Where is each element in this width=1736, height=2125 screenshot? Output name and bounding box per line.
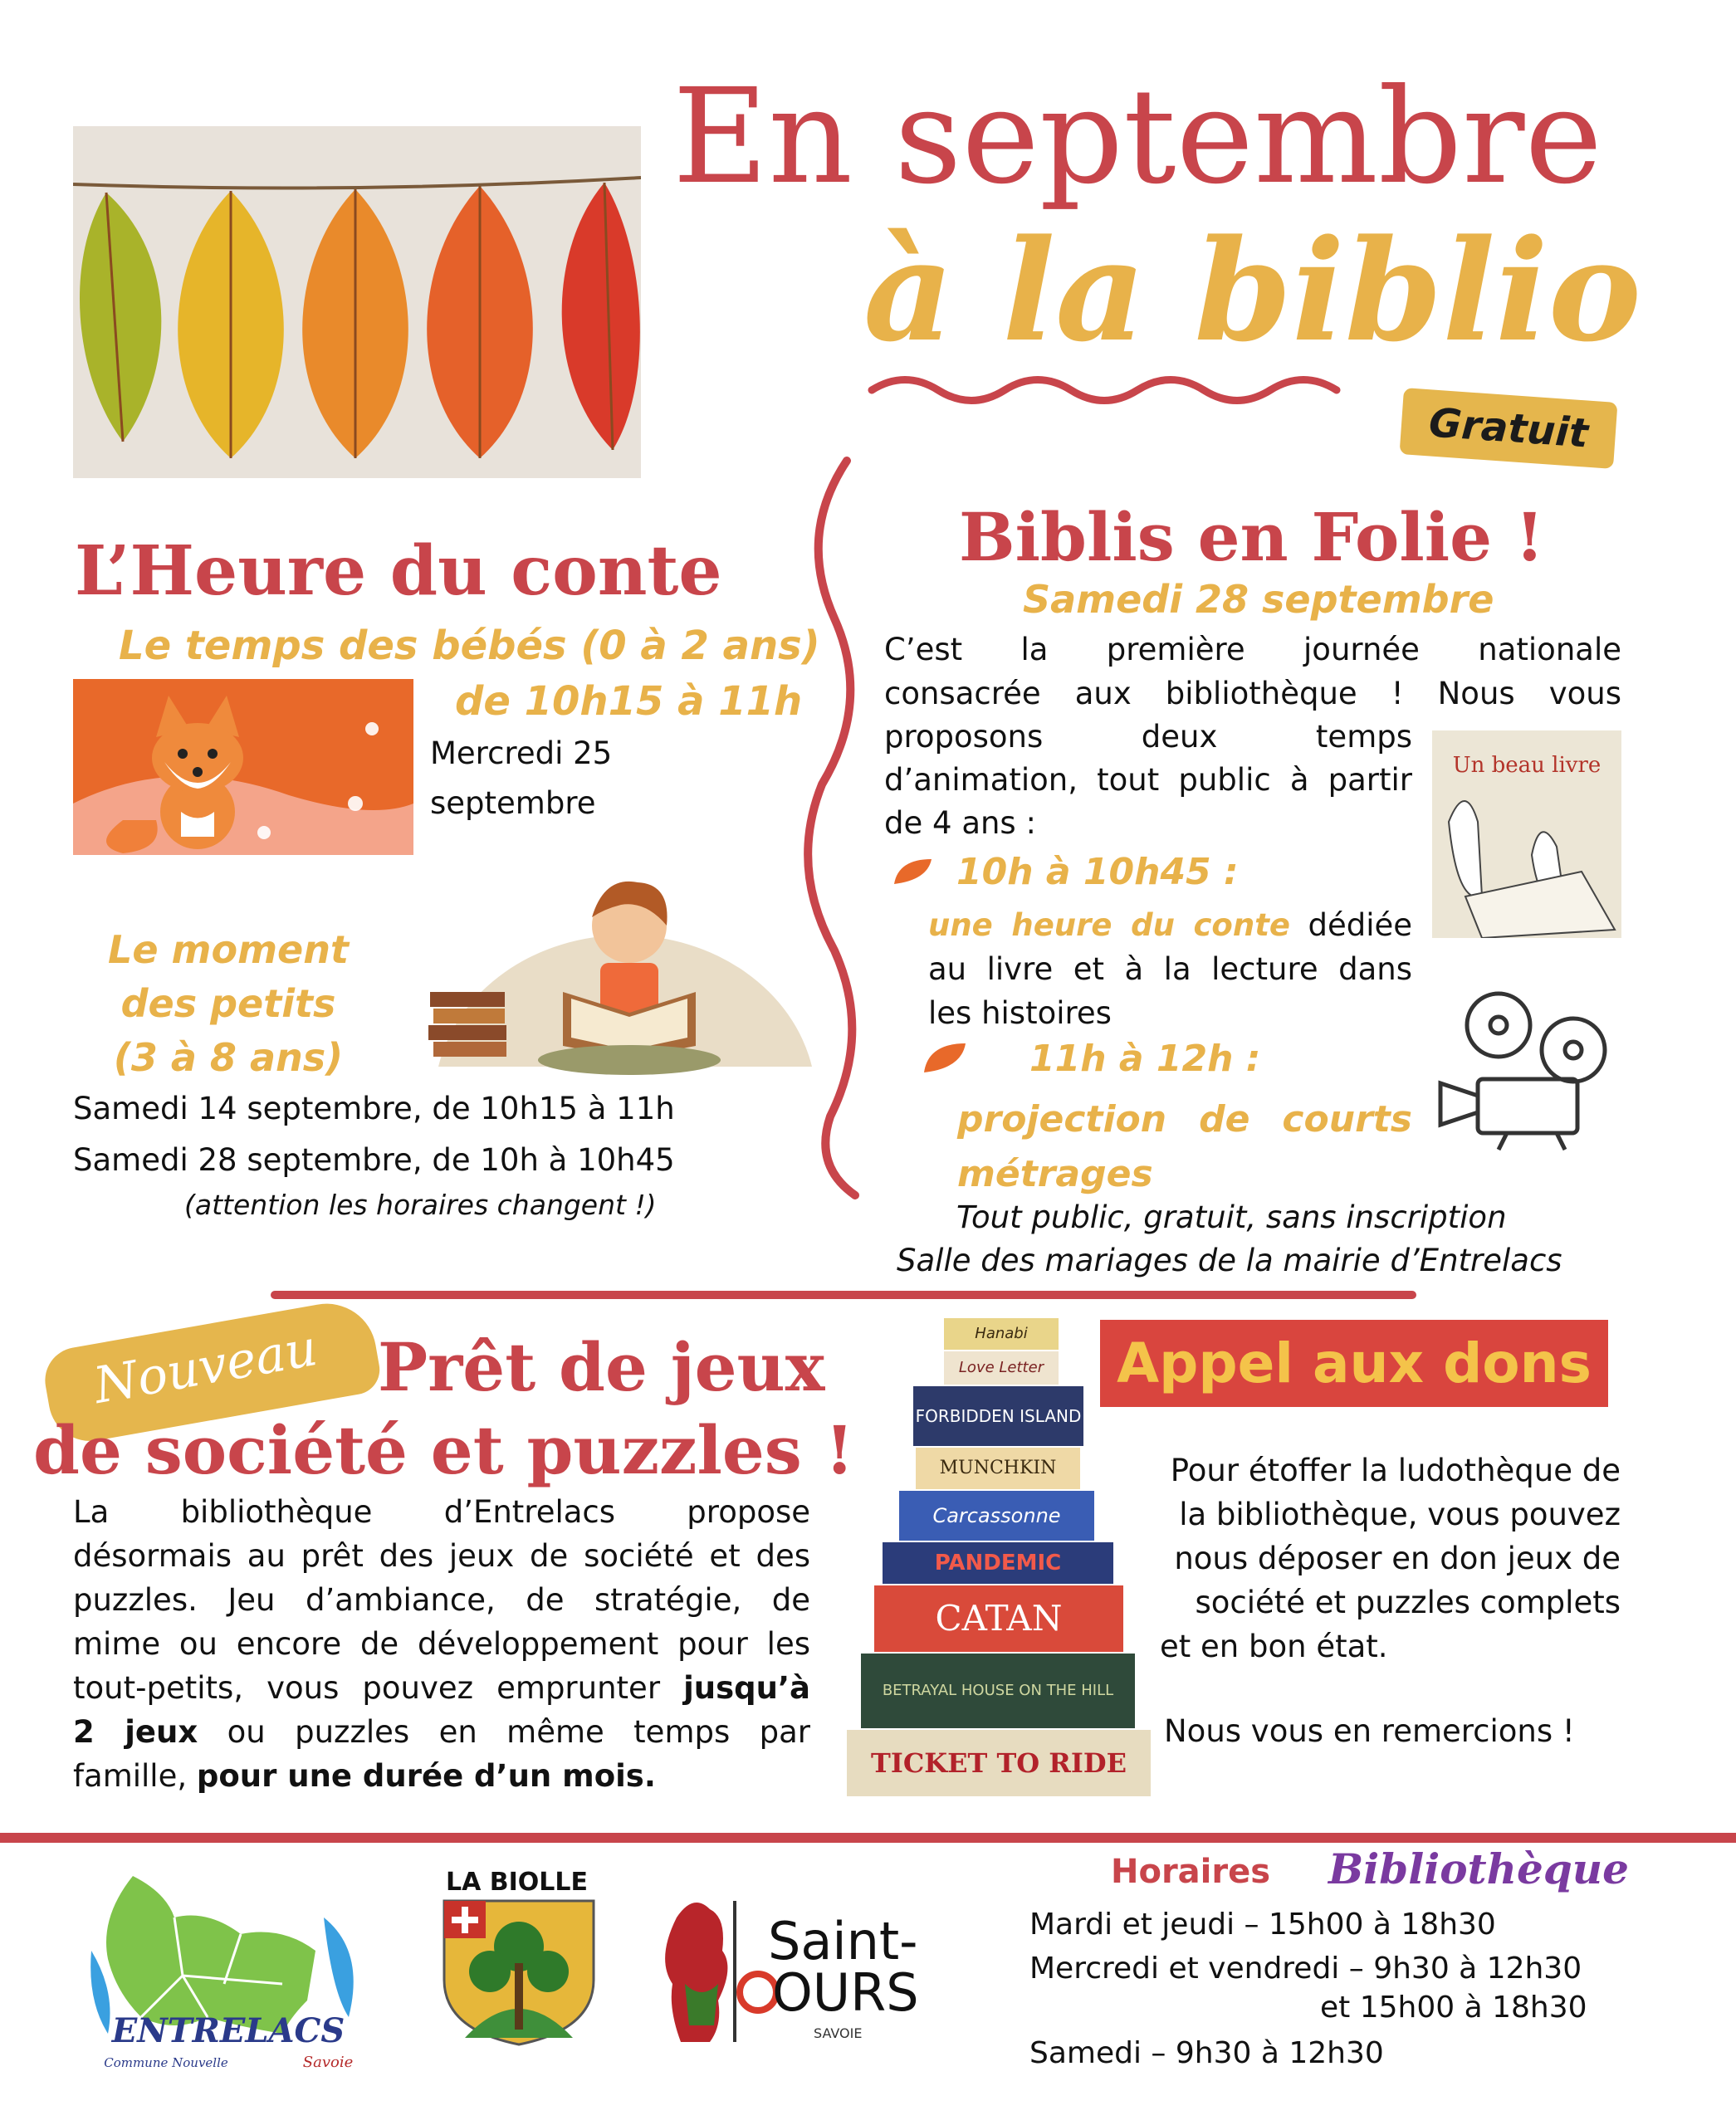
jeux-line-1: La bibliothèque d’Entrelacs propose [73, 1494, 810, 1530]
leaf-bullet-icon [920, 1039, 970, 1077]
dons-line-5: et en bon état. [1160, 1629, 1388, 1664]
biblis-intro-line-2: consacrée aux bibliothèque ! Nous vous [884, 676, 1621, 711]
petits-label-line-3: (3 à 8 ans) [113, 1035, 344, 1080]
slot1-description [928, 903, 1412, 1035]
slot2-line-2: métrages [957, 1153, 1153, 1195]
hours-mercredi-vendredi-2: et 15h00 à 18h30 [1320, 1991, 1587, 2025]
entrelacs-sub-1: Commune Nouvelle [104, 2055, 228, 2070]
la-biolle-label: LA BIOLLE [445, 1868, 589, 1897]
biblis-intro-line-5: de 4 ans : [884, 805, 1036, 841]
game-box: Carcassonne [899, 1491, 1094, 1541]
dons-line-2: la bibliothèque, vous pouvez [1179, 1497, 1621, 1532]
hours-mercredi-vendredi: Mercredi et vendredi – 9h30 à 12h30 [1029, 1952, 1582, 1986]
game-box: Hanabi [944, 1318, 1059, 1350]
entrelacs-sub-2: Savoie [302, 2054, 354, 2071]
game-box: PANDEMIC [883, 1542, 1113, 1584]
la-biolle-coat-of-arms [440, 1897, 598, 2046]
jeux-line-6b: ou puzzles en même temps par [198, 1714, 810, 1750]
title-line-2: à la biblio [863, 208, 1641, 373]
saint-ours-name-2: OURS [772, 1962, 919, 2023]
nouveau-badge: Nouveau [89, 1318, 322, 1416]
autumn-leaves-image [73, 126, 641, 478]
biblis-footer-1: Tout public, gratuit, sans inscription [956, 1199, 1507, 1235]
child-reading-illustration [422, 867, 829, 1075]
fox-illustration [73, 679, 413, 855]
petits-date-1: Samedi 14 septembre, de 10h15 à 11h [73, 1091, 675, 1126]
bebes-label: Le temps des bébés (0 à 2 ans) [119, 623, 820, 669]
jeux-line-5a: tout-petits, vous pouvez emprunter [73, 1670, 684, 1706]
biblis-title: Biblis en Folie ! [959, 498, 1544, 576]
wavy-underline [863, 365, 1345, 423]
petits-dates [73, 1083, 675, 1186]
leaf-bullet-icon [890, 855, 936, 888]
jeux-line-2: désormais au prêt des jeux de société et des [73, 1538, 810, 1574]
jeux-line-6a: 2 jeux [73, 1714, 198, 1750]
dons-description [1122, 1448, 1621, 1668]
biblis-intro-line-3: proposons deux temps [884, 719, 1412, 755]
film-projector-icon [1432, 988, 1623, 1154]
petits-date-2: Samedi 28 septembre, de 10h à 10h45 [73, 1142, 675, 1178]
book-cover-image [1432, 730, 1621, 938]
title-line-1: En septembre [672, 61, 1603, 213]
game-box: CATAN [874, 1585, 1123, 1652]
horaires-label: Horaires [1111, 1853, 1271, 1891]
jeux-line-4: mime ou encore de développement pour les [73, 1626, 810, 1662]
jeux-title-line-2: de société et puzzles ! [33, 1411, 854, 1489]
biblis-date: Samedi 28 septembre [1023, 577, 1494, 622]
slot2-line-1: projection de courts [957, 1098, 1412, 1141]
slot1-highlight: une heure du conte [928, 907, 1290, 943]
bebes-date [430, 729, 612, 828]
hours-samedi: Samedi – 9h30 à 12h30 [1029, 2036, 1384, 2070]
jeux-line-5b: jusqu’à [683, 1670, 810, 1706]
dons-thanks: Nous vous en remercions ! [1164, 1713, 1575, 1749]
entrelacs-logo [83, 1868, 374, 2075]
petits-label-line-2: des petits [120, 981, 336, 1026]
vertical-wavy-separator [797, 452, 872, 1199]
footer-separator [0, 1833, 1736, 1843]
dons-line-1: Pour étoffer la ludothèque de [1170, 1453, 1621, 1488]
saint-ours-logo [652, 1884, 934, 2050]
book-cover-title: Un beau livre [1452, 753, 1602, 778]
bebes-date-line-2: septembre [430, 785, 596, 821]
horaires-note: (attention les horaires changent !) [184, 1189, 657, 1221]
jeux-line-7b: pour une durée d’un mois. [196, 1758, 656, 1794]
slot2-time: 11h à 12h : [1029, 1038, 1261, 1080]
jeux-line-3: puzzles. Jeu d’ambiance, de stratégie, de [73, 1582, 810, 1618]
petits-label-line-1: Le moment [108, 927, 349, 972]
game-box: Love Letter [944, 1351, 1059, 1385]
hours-mardi-jeudi: Mardi et jeudi – 15h00 à 18h30 [1029, 1908, 1496, 1942]
appel-aux-dons-title: Appel aux dons [1117, 1331, 1592, 1395]
game-box: BETRAYAL HOUSE ON THE HILL [861, 1654, 1135, 1728]
biblis-intro-short [884, 716, 1412, 845]
dons-line-3: nous déposer en don jeux de [1174, 1541, 1621, 1576]
slot1-text-a: dédiée [1308, 907, 1413, 943]
gratuit-badge: Gratuit [1400, 388, 1618, 469]
entrelacs-name: ENTRELACS [111, 2011, 345, 2050]
game-box: TICKET TO RIDE [847, 1730, 1151, 1796]
dons-line-4: société et puzzles complets [1195, 1585, 1621, 1620]
biblis-intro-line-4: d’animation, tout public à partir [884, 762, 1412, 798]
petits-label [95, 923, 361, 1085]
saint-ours-sub: SAVOIE [814, 2025, 863, 2041]
slot1-text-b: au livre et à la lecture dans [928, 951, 1412, 987]
jeux-description [73, 1490, 810, 1798]
slot1-time: 10h à 10h45 : [956, 851, 1239, 893]
biblis-intro-line-1: C’est la première journée nationale [884, 632, 1621, 667]
horizontal-separator [271, 1291, 1416, 1299]
slot2-description [957, 1092, 1412, 1202]
game-box: MUNCHKIN [916, 1448, 1080, 1489]
heure-du-conte-title: L’Heure du conte [75, 531, 722, 611]
bibliotheque-logo-text: Bibliothèque [1328, 1844, 1629, 1893]
bebes-time: de 10h15 à 11h [455, 678, 803, 725]
jeux-line-7a: famille, [73, 1758, 197, 1794]
slot1-text-c: les histoires [928, 995, 1112, 1031]
game-box: FORBIDDEN ISLAND [913, 1386, 1083, 1446]
biblis-footer-2: Salle des mariages de la mairie d’Entrelacs [897, 1243, 1562, 1278]
jeux-title-line-1: Prêt de jeux [378, 1328, 825, 1406]
biblis-intro-full [884, 628, 1621, 716]
saint-ours-name-1: Saint- [768, 1911, 918, 1971]
bebes-date-line-1: Mercredi 25 [430, 735, 613, 771]
